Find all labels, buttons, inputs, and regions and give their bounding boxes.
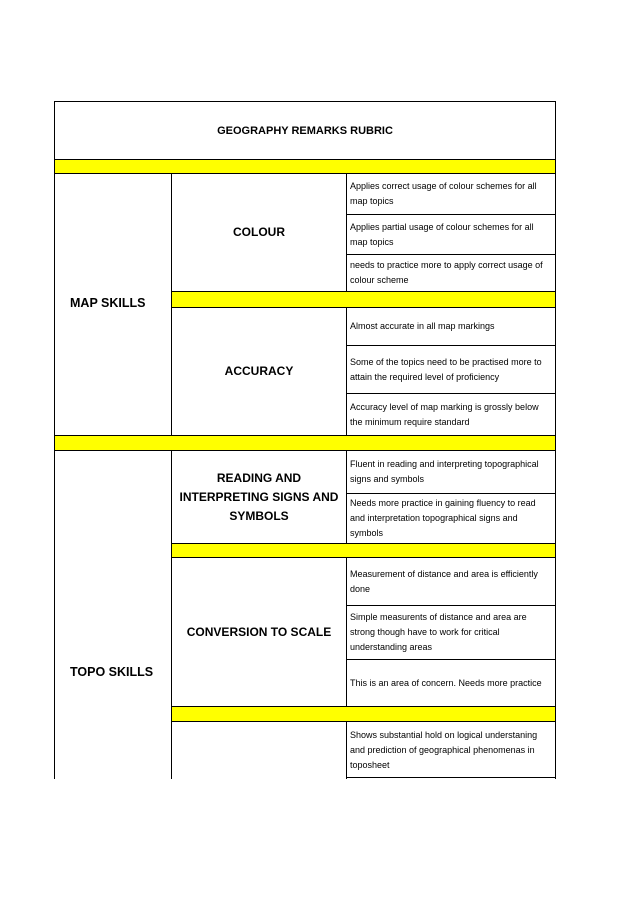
criterion-conversion-to-scale: CONVERSION TO SCALE xyxy=(186,624,332,639)
remark-colour-1: Applies correct usage of colour schemes for all map topics xyxy=(350,181,537,206)
separator-band xyxy=(55,159,555,173)
remark-accuracy-3: Accuracy level of map marking is grossly below the minimum require standard xyxy=(350,401,539,427)
separator-band xyxy=(172,543,555,557)
skill-topo-skills: TOPO SKILLS xyxy=(70,665,154,679)
remark-scale-3: This is an area of concern. Needs more practice xyxy=(350,677,542,688)
remark-scale-2: Simple measurents of distance and area are strong though have to work for critical understanding areas xyxy=(350,612,527,652)
remark-reading-2: Needs more practice in gaining fluency to read and interpretation topographical signs and symbols xyxy=(350,498,536,538)
criterion-accuracy: ACCURACY xyxy=(224,364,294,378)
criterion-colour: COLOUR xyxy=(233,225,285,239)
remark-reading-1: Fluent in reading and interpreting topographical signs and symbols xyxy=(350,459,539,484)
criterion-unlabeled xyxy=(172,722,346,778)
remark-logical-1: Shows substantial hold on logical understaning and prediction of geographical phenomenas in toposheet xyxy=(350,729,538,770)
criterion-reading-interpreting: READING AND INTERPRETING SIGNS AND SYMBOLS xyxy=(179,470,339,523)
remark-colour-2: Applies partial usage of colour schemes for all map topics xyxy=(350,221,534,247)
remark-colour-3: needs to practice more to apply correct usage of colour scheme xyxy=(350,260,543,285)
separator-band xyxy=(55,435,555,450)
separator-band xyxy=(172,291,555,307)
remark-scale-1: Measurement of distance and area is efficiently done xyxy=(350,568,538,594)
rubric-title: GEOGRAPHY REMARKS RUBRIC xyxy=(217,124,393,137)
table-right-border xyxy=(555,101,556,779)
remark-accuracy-1: Almost accurate in all map markings xyxy=(350,321,495,331)
remark-accuracy-2: Some of the topics need to be practised more to attain the required level of proficiency xyxy=(350,356,542,382)
separator-band xyxy=(172,706,555,721)
skill-map-skills: MAP SKILLS xyxy=(70,296,146,310)
